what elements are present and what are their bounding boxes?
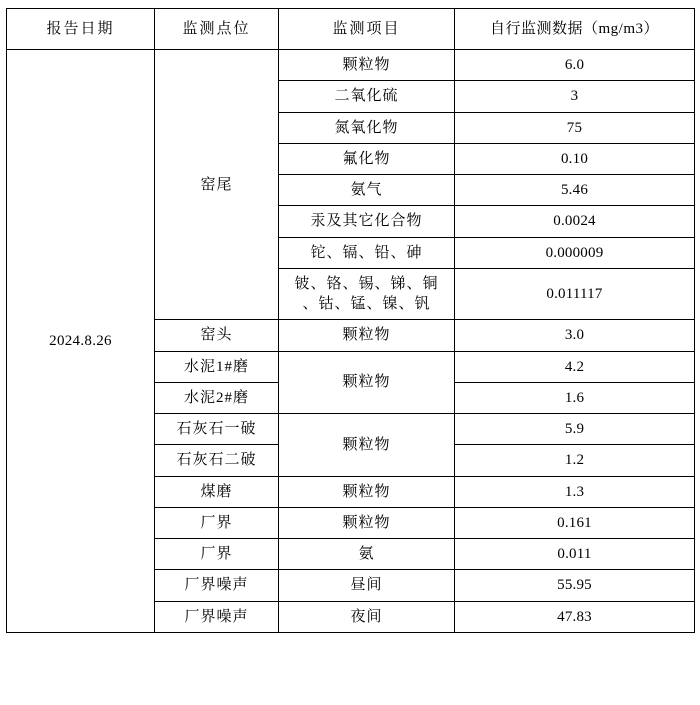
value-cell-thallium-group: 0.000009 [455, 237, 695, 268]
value-cell-coal-mill-particulate: 1.3 [455, 476, 695, 507]
value-cell-mercury: 0.0024 [455, 206, 695, 237]
item-cell-kiln-head-particulate: 颗粒物 [279, 320, 455, 351]
value-cell-beryllium-group: 0.011117 [455, 268, 695, 320]
column-header-point-label: 监测点位 [182, 20, 251, 37]
value-cell-limestone-crusher-1: 5.9 [455, 414, 695, 445]
item-cell-noise-nighttime: 夜间 [279, 601, 455, 632]
item-cell-cement-mill-particulate: 颗粒物 [279, 351, 455, 414]
column-header-item-label: 监测项目 [332, 20, 401, 37]
point-cell-boundary-noise-night: 厂界噪声 [155, 601, 279, 632]
item-cell-coal-mill-particulate: 颗粒物 [279, 476, 455, 507]
value-cell-noise-daytime: 55.95 [455, 570, 695, 601]
item-cell-beryllium-group [279, 268, 455, 320]
value-cell-boundary-ammonia: 0.011 [455, 539, 695, 570]
value-cell-so2: 3 [455, 81, 695, 112]
point-cell-cement-mill-2: 水泥2#磨 [155, 382, 279, 413]
value-cell-particulate: 6.0 [455, 50, 695, 81]
column-header-value-label: 自行监测数据（mg/m3） [489, 20, 659, 37]
column-header-value [455, 9, 695, 50]
value-cell-ammonia-gas: 5.46 [455, 175, 695, 206]
item-cell-boundary-particulate: 颗粒物 [279, 507, 455, 538]
item-cell-noise-daytime: 昼间 [279, 570, 455, 601]
item-cell-particulate: 颗粒物 [279, 50, 455, 81]
value-cell-fluoride: 0.10 [455, 143, 695, 174]
point-cell-kiln-tail: 窑尾 [155, 50, 279, 320]
value-cell-kiln-head-particulate: 3.0 [455, 320, 695, 351]
table-header-row [7, 9, 695, 50]
point-cell-kiln-head: 窑头 [155, 320, 279, 351]
column-header-point [155, 9, 279, 50]
point-cell-boundary-noise-day: 厂界噪声 [155, 570, 279, 601]
value-cell-nox: 75 [455, 112, 695, 143]
item-cell-thallium-group: 铊、镉、铅、砷 [279, 237, 455, 268]
column-header-date [7, 9, 155, 50]
value-cell-cement-mill-1: 4.2 [455, 351, 695, 382]
column-header-date-label: 报告日期 [46, 20, 115, 37]
report-date-cell: 2024.8.26 [7, 50, 155, 633]
item-cell-beryllium-group-line2: 、钴、锰、镍、钒 [302, 296, 431, 312]
item-cell-limestone-particulate: 颗粒物 [279, 414, 455, 477]
item-cell-beryllium-group-line1: 铍、铬、锡、锑、铜 [294, 275, 439, 292]
point-cell-limestone-crusher-1: 石灰石一破 [155, 414, 279, 445]
item-cell-fluoride: 氟化物 [279, 143, 455, 174]
table-row [7, 50, 695, 81]
value-cell-cement-mill-2: 1.6 [455, 382, 695, 413]
self-monitoring-table [6, 8, 695, 633]
item-cell-ammonia-gas: 氨气 [279, 175, 455, 206]
item-cell-mercury: 汞及其它化合物 [279, 206, 455, 237]
value-cell-boundary-particulate: 0.161 [455, 507, 695, 538]
item-cell-nox: 氮氧化物 [279, 112, 455, 143]
table-header [7, 9, 695, 50]
value-cell-noise-nighttime: 47.83 [455, 601, 695, 632]
point-cell-cement-mill-1: 水泥1#磨 [155, 351, 279, 382]
point-cell-boundary-pm: 厂界 [155, 507, 279, 538]
point-cell-coal-mill: 煤磨 [155, 476, 279, 507]
point-cell-boundary-ammonia: 厂界 [155, 539, 279, 570]
column-header-item [279, 9, 455, 50]
table-body [7, 50, 695, 633]
item-cell-boundary-ammonia: 氨 [279, 539, 455, 570]
value-cell-limestone-crusher-2: 1.2 [455, 445, 695, 476]
point-cell-limestone-crusher-2: 石灰石二破 [155, 445, 279, 476]
item-cell-so2: 二氧化硫 [279, 81, 455, 112]
